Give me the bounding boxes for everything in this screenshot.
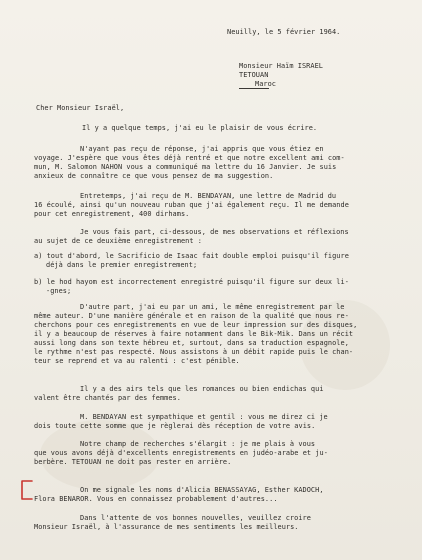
body-line: dois toute cette somme que je règlerai dès réception de votre avis.: [34, 422, 316, 430]
body-line: Il y a des airs tels que les romances ou bien endichas qui: [80, 385, 324, 393]
closing-line: Monsieur Israël, à l'assurance de mes sentiments les meilleurs.: [34, 523, 299, 531]
body-line: que vous avons déjà d'excellents enregistrements en judéo-arabe et ju-: [34, 449, 328, 457]
body-line: mun, M. Salomon NAHON vous a communiqué ma lettre du 16 Janvier. Je suis: [34, 163, 337, 171]
body-line: Il y a quelque temps, j'ai eu le plaisir de vous écrire.: [82, 124, 318, 132]
dateline: Neuilly, le 5 février 1964.: [227, 28, 341, 36]
city-underline: [239, 88, 269, 89]
body-line: N'ayant pas reçu de réponse, j'ai appris que vous étiez en: [80, 145, 324, 153]
list-item: a) tout d'abord, le Sacrificio de Isaac fait double emploi puisqu'il figure: [34, 252, 349, 260]
body-line: berbère. TETOUAN ne doit pas rester en arrière.: [34, 458, 232, 466]
recipient-city: TETOUAN: [239, 71, 269, 79]
list-item: b) le hod hayom est incorrectement enregistré puisqu'il figure sur deux li-: [34, 278, 349, 286]
body-line: Je vous fais part, ci-dessous, de mes observations et réflexions: [80, 228, 349, 236]
body-line: 16 écoulé, ainsi qu'un nouveau ruban que j'ai également reçu. Il me demande: [34, 201, 349, 209]
body-line: pour cet enregistrement, 400 dirhams.: [34, 210, 190, 218]
body-line: Entretemps, j'ai reçu de M. BENDAYAN, une lettre de Madrid du: [80, 192, 337, 200]
body-line: même auteur. D'une manière générale et en raison de la qualité que nous re-: [34, 312, 349, 320]
body-line: teur se reprend et va au ralenti : c'est pénible.: [34, 357, 240, 365]
closing-line: Dans l'attente de vos bonnes nouvelles, veuillez croire: [80, 514, 311, 522]
body-line: valent être chantés par des femmes.: [34, 394, 181, 402]
body-line: au sujet de ce deuxième enregistrement :: [34, 237, 202, 245]
body-line: il y a beaucoup de réserves à faire notamment dans le Bik-Mik. Dans un récit: [34, 330, 354, 338]
body-line: Notre champ de recherches s'élargit : je me plais à vous: [80, 440, 316, 448]
body-line: On me signale les noms d'Alicia BENASSAYAG, Esther KADOCH,: [80, 486, 324, 494]
recipient-country: Maroc: [255, 80, 276, 88]
body-line: voyage. J'espère que vous êtes déjà rentré et que notre excellent ami com-: [34, 154, 345, 162]
body-line: D'autre part, j'ai eu par un ami, le même enregistrement par le: [80, 303, 345, 311]
body-line: M. BENDAYAN est sympathique et gentil : vous me direz ci je: [80, 413, 328, 421]
body-line: aussi long dans son texte hébreu et, surtout, dans sa traduction espagnole,: [34, 339, 349, 347]
body-line: le rythme n'est pas respecté. Nous assistons à un débit rapide puis le chan-: [34, 348, 354, 356]
body-line: cherchons pour ces enregistrements en vue de leur impression sur des disques,: [34, 321, 358, 329]
list-item: -gnes;: [46, 287, 72, 295]
greeting: Cher Monsieur Israël,: [36, 104, 125, 112]
list-item: déjà dans le premier enregistrement;: [46, 261, 198, 269]
body-line: anxieux de connaître ce que vous pensez de ma suggestion.: [34, 172, 274, 180]
body-line: Flora BENAROR. Vous en connaissez probablement d'autres...: [34, 495, 278, 503]
recipient-name: Monsieur Haïm ISRAEL: [239, 62, 323, 70]
